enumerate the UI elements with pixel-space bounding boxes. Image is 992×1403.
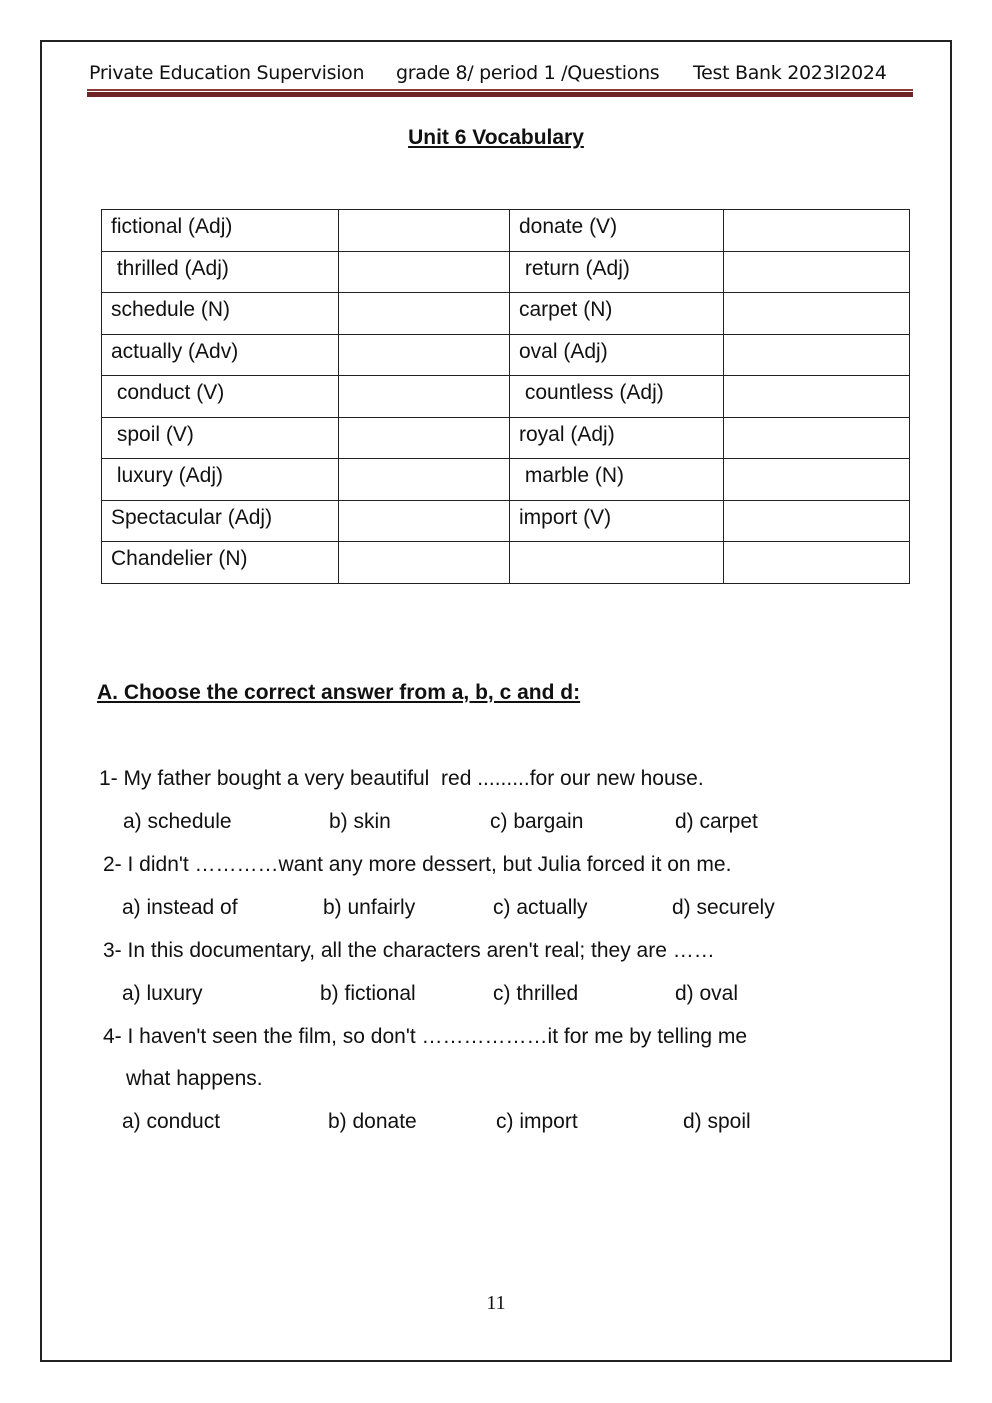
option: a) conduct bbox=[122, 1110, 221, 1133]
option: c) bargain bbox=[490, 810, 584, 833]
vocab-word-cell: spoil (V) bbox=[102, 417, 339, 459]
header-rule-thin bbox=[87, 89, 913, 91]
answer-cell bbox=[724, 210, 910, 252]
section-a-heading: A. Choose the correct answer from a, b, c and d: bbox=[97, 681, 581, 704]
option: c) actually bbox=[493, 896, 588, 919]
header-left: Private Education Supervision bbox=[89, 62, 365, 84]
answer-cell bbox=[339, 210, 510, 252]
answer-cell bbox=[724, 459, 910, 501]
question-3: 3- In this documentary, all the characters aren't real; they are …… bbox=[103, 939, 715, 962]
option: b) donate bbox=[328, 1110, 417, 1133]
answer-cell bbox=[339, 417, 510, 459]
answer-cell bbox=[724, 542, 910, 584]
question-4-continued: what happens. bbox=[126, 1067, 263, 1090]
answer-cell bbox=[339, 334, 510, 376]
page-title: Unit 6 Vocabulary bbox=[408, 126, 584, 149]
vocab-word-cell: Chandelier (N) bbox=[102, 542, 339, 584]
vocab-word-cell: luxury (Adj) bbox=[102, 459, 339, 501]
table-row bbox=[102, 334, 910, 376]
vocab-word-cell: schedule (N) bbox=[102, 293, 339, 335]
vocab-word-cell: fictional (Adj) bbox=[102, 210, 339, 252]
vocab-word-cell bbox=[510, 542, 724, 584]
answer-cell bbox=[339, 251, 510, 293]
table-row bbox=[102, 459, 910, 501]
table-row bbox=[102, 376, 910, 418]
vocabulary-table bbox=[101, 209, 910, 584]
table-row bbox=[102, 417, 910, 459]
vocab-word-cell: royal (Adj) bbox=[510, 417, 724, 459]
header-center: grade 8/ period 1 /Questions bbox=[396, 62, 660, 84]
answer-cell bbox=[724, 293, 910, 335]
answer-cell bbox=[724, 251, 910, 293]
table-row bbox=[102, 293, 910, 335]
option: d) oval bbox=[675, 982, 739, 1005]
header-right: Test Bank 2023l2024 bbox=[693, 62, 887, 84]
vocab-word-cell: return (Adj) bbox=[510, 251, 724, 293]
option: d) securely bbox=[672, 896, 775, 919]
table-row bbox=[102, 210, 910, 252]
question-1: 1- My father bought a very beautiful red .........for our new house. bbox=[99, 767, 704, 790]
option: a) schedule bbox=[123, 810, 232, 833]
table-row bbox=[102, 500, 910, 542]
option: c) import bbox=[496, 1110, 578, 1133]
answer-cell bbox=[724, 417, 910, 459]
option: b) unfairly bbox=[323, 896, 416, 919]
answer-cell bbox=[339, 500, 510, 542]
vocab-word-cell: Spectacular (Adj) bbox=[102, 500, 339, 542]
vocab-word-cell: donate (V) bbox=[510, 210, 724, 252]
answer-cell bbox=[724, 500, 910, 542]
vocab-word-cell: oval (Adj) bbox=[510, 334, 724, 376]
question-2: 2- I didn't …………want any more dessert, but Julia forced it on me. bbox=[103, 853, 732, 876]
vocab-word-cell: import (V) bbox=[510, 500, 724, 542]
answer-cell bbox=[339, 376, 510, 418]
header-rule-thick bbox=[87, 92, 913, 97]
option: c) thrilled bbox=[493, 982, 579, 1005]
option: d) carpet bbox=[675, 810, 758, 833]
page-number: 11 bbox=[486, 1292, 506, 1314]
vocab-word-cell: carpet (N) bbox=[510, 293, 724, 335]
answer-cell bbox=[339, 293, 510, 335]
answer-cell bbox=[339, 459, 510, 501]
table-row bbox=[102, 542, 910, 584]
vocab-word-cell: conduct (V) bbox=[102, 376, 339, 418]
vocab-word-cell: countless (Adj) bbox=[510, 376, 724, 418]
vocab-word-cell: thrilled (Adj) bbox=[102, 251, 339, 293]
answer-cell bbox=[339, 542, 510, 584]
vocab-word-cell: actually (Adv) bbox=[102, 334, 339, 376]
option: b) skin bbox=[329, 810, 391, 833]
vocab-word-cell: marble (N) bbox=[510, 459, 724, 501]
option: a) luxury bbox=[122, 982, 203, 1005]
table-row bbox=[102, 251, 910, 293]
option: d) spoil bbox=[683, 1110, 751, 1133]
option: b) fictional bbox=[320, 982, 416, 1005]
option: a) instead of bbox=[122, 896, 238, 919]
answer-cell bbox=[724, 376, 910, 418]
question-4: 4- I haven't seen the film, so don't ………………it for me by telling me bbox=[103, 1025, 748, 1048]
answer-cell bbox=[724, 334, 910, 376]
